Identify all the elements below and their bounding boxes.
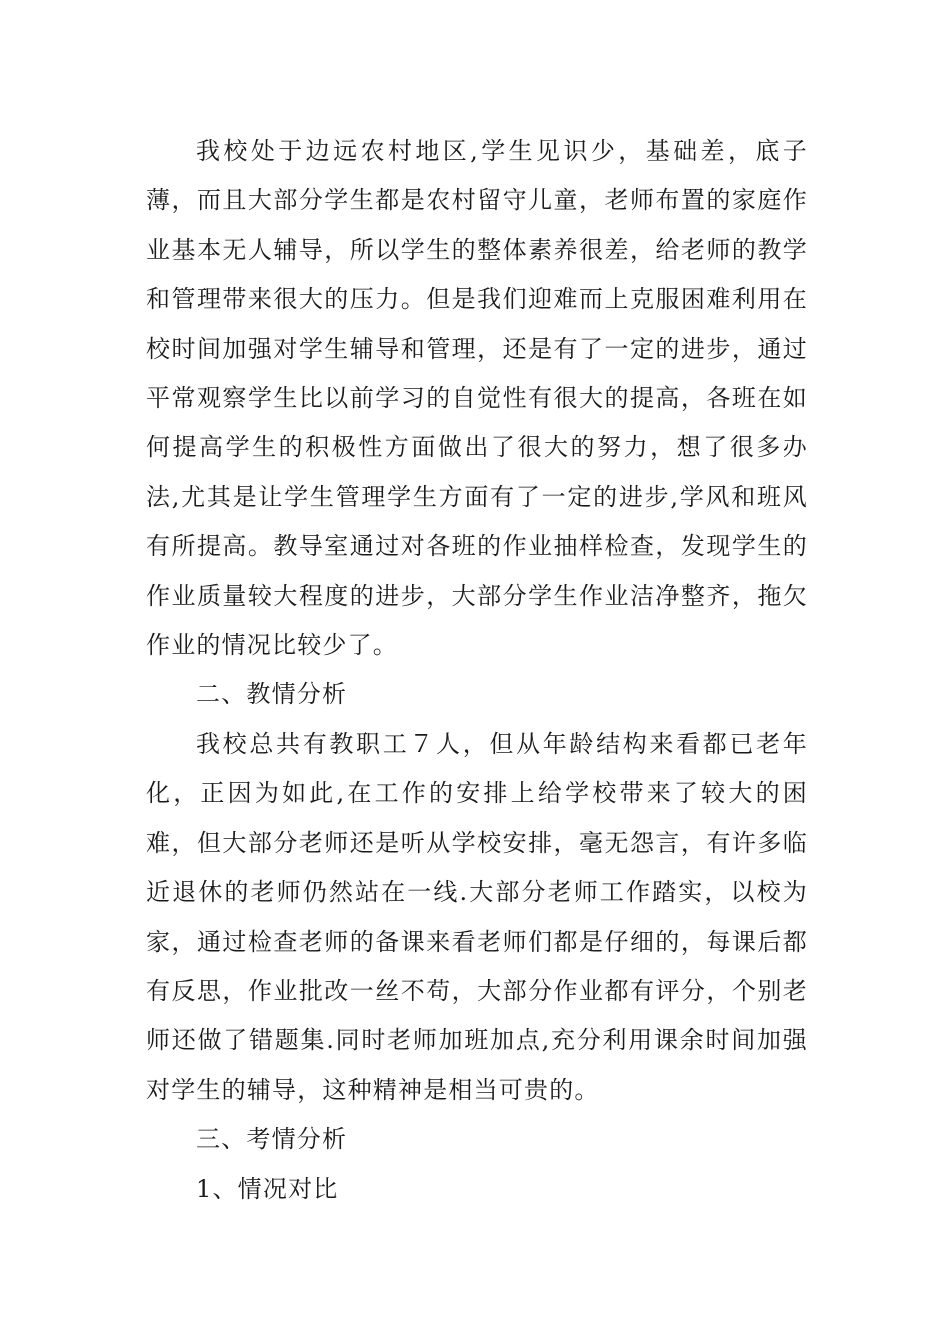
subsection-heading-comparison: 1、情况对比 (196, 1174, 339, 1203)
document-body (146, 127, 808, 1214)
section-heading-teaching-analysis: 二、教情分析 (196, 680, 348, 709)
section-heading-exam-analysis: 三、考情分析 (196, 1125, 348, 1154)
paragraph-teacher-situation: 我校总共有教职工７人，但从年龄结构来看都已老年化，正因为如此,在工作的安排上给学校带来了较大的困难，但大部分老师还是听从学校安排，毫无怨言，有许多临近退休的老师仍然站在一线.大部分老师工作踏实，以校为家，通过检查老师的备课来看老师们都是仔细的，每课后都有反思，作业批改一丝不苟，大部分作业都有评分，个别老师还做了错题集.同时老师加班加点,充分利用课余时间加强对学生的辅导，这种精神是相当可贵的。 (146, 729, 808, 1104)
paragraph-student-situation: 我校处于边远农村地区,学生见识少，基础差，底子薄，而且大部分学生都是农村留守儿童，老师布置的家庭作业基本无人辅导，所以学生的整体素养很差，给老师的教学和管理带来很大的压力。但是我们迎难而上克服困难利用在校时间加强对学生辅导和管理，还是有了一定的进步，通过平常观察学生比以前学习的自觉性有很大的提高，各班在如何提高学生的积极性方面做出了很大的努力，想了很多办法,尤其是让学生管理学生方面有了一定的进步,学风和班风有所提高。教导室通过对各班的作业抽样检查，发现学生的作业质量较大程度的进步，大部分学生作业洁净整齐，拖欠作业的情况比较少了。 (146, 137, 808, 660)
